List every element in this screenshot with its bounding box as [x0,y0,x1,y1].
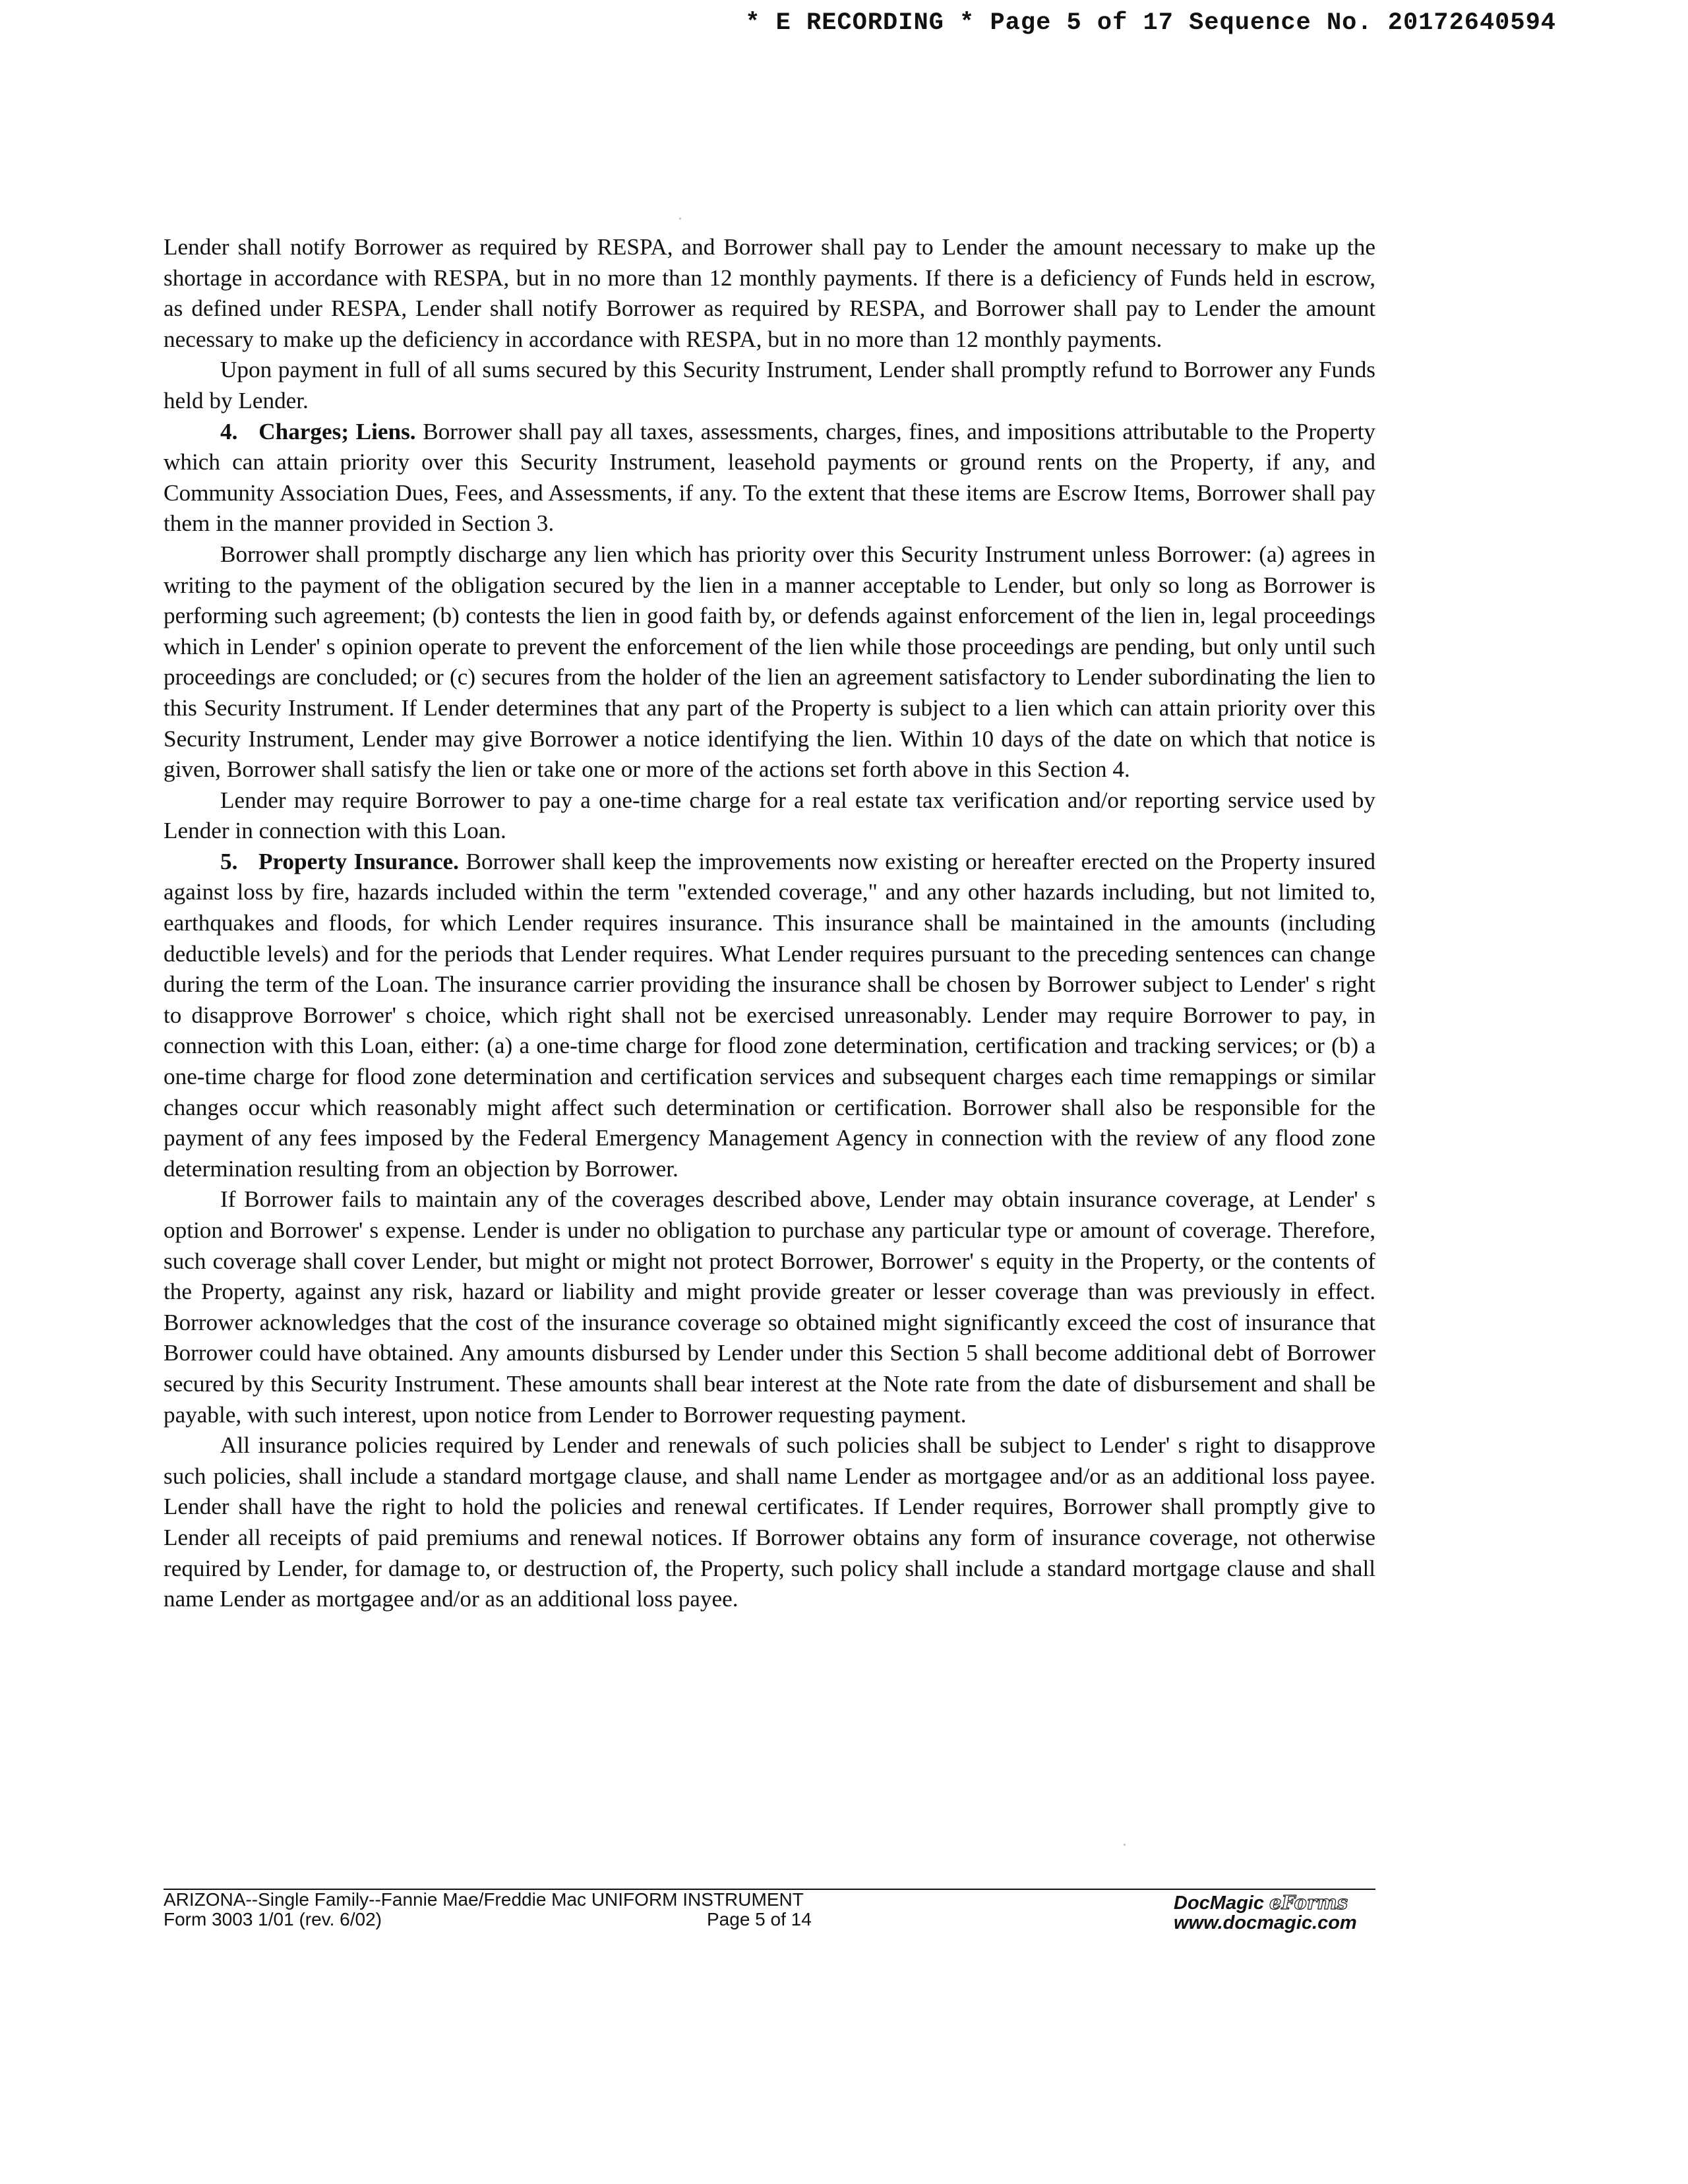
brand-url: www.docmagic.com [1174,1912,1357,1933]
document-body [164,232,1375,1615]
paragraph: Upon payment in full of all sums secured by this Security Instrument, Lender shall promptly refund to Borrower any Funds held by Lender. [164,357,1375,413]
section-5-paragraph: 5. Property Insurance. Borrower shall keep the improvements now existing or hereafter erected on the Property insured against loss by fire, hazards included within the term "extended coverage," and any other hazards including, but not limited to, earthquakes and floods, for which Lender requires insurance. This insurance shall be maintained in the amounts (including deductible levels) and for the periods that Lender requires. What Lender requires pursuant to the preceding sentences can change during the term of the Loan. The insurance carrier providing the insurance shall be chosen by Borrower subject to Lender' s right to disapprove Borrower' s choice, which right shall not be exercised unreasonably. Lender may require Borrower to pay, in connection with this Loan, either: (a) a one-time charge for flood zone determination, certification and tracking services; or (b) a one-time charge for flood zone determination and certification services and subsequent charges each time remappings or similar changes occur which reasonably might affect such determination or certification. Borrower shall also be responsible for the payment of any fees imposed by the Federal Emergency Management Agency in connection with the review of any flood zone determination resulting from an objection by Borrower. [164,848,1376,1182]
paragraph: Lender may require Borrower to pay a one-time charge for a real estate tax verification and/or reporting service used by Lender in connection with this Loan. [164,787,1375,844]
section-title: Charges; Liens. [258,418,416,444]
recording-header: * E RECORDING * Page 5 of 17 Sequence No. 20172640594 [745,9,1556,37]
paragraph: Lender shall notify Borrower as required by RESPA, and Borrower shall pay to Lender the amount necessary to make up the shortage in accordance with RESPA, but in no more than 12 monthly payments. If there is a deficiency of Funds held in escrow, as defined under RESPA, Lender shall notify Borrower as required by RESPA, and Borrower shall pay to Lender the amount necessary to make up the deficiency in accordance with RESPA, but in no more than 12 monthly payments. [164,234,1375,352]
section-number: 5. [220,848,238,874]
paragraph: Borrower shall promptly discharge any lien which has priority over this Security Instrument unless Borrower: (a) agrees in writing to the payment of the obligation secured by the lien in a manner acceptable to Lender, but only so long as Borrower is performing such agreement; (b) contests the lien in good faith by, or defends against enforcement of the lien in, legal proceedings which in Lender' s opinion operate to prevent the enforcement of the lien while those proceedings are pending, but only until such proceedings are concluded; or (c) secures from the holder of the lien an agreement satisfactory to Lender subordinating the lien to this Security Instrument. If Lender determines that any part of the Property is subject to a lien which can attain priority over this Security Instrument, Lender may give Borrower a notice identifying the lien. Within 10 days of the date on which that notice is given, Borrower shall satisfy the lien or take one or more of the actions set forth above in this Section 4. [164,541,1375,783]
footer-page-label: Page 5 of 14 [707,1909,812,1929]
form-number: Form 3003 1/01 (rev. 6/02) [164,1909,382,1929]
scan-speck [1124,1844,1126,1846]
form-title: ARIZONA--Single Family--Fannie Mae/Freddie Mac UNIFORM INSTRUMENT [164,1889,804,1910]
paragraph: If Borrower fails to maintain any of the coverages described above, Lender may obtain insurance coverage, at Lender' s option and Borrower' s expense. Lender is under no obligation to purchase any particular type or amount of coverage. Therefore, such coverage shall cover Lender, but might or might not protect Borrower, Borrower' s equity in the Property, or the contents of the Property, against any risk, hazard or liability and might provide greater or lesser coverage than was previously in effect. Borrower acknowledges that the cost of the insurance coverage so obtained might significantly exceed the cost of insurance that Borrower could have obtained. Any amounts disbursed by Lender under this Section 5 shall become additional debt of Borrower secured by this Security Instrument. These amounts shall bear interest at the Note rate from the date of disbursement and shall be payable, with such interest, upon notice from Lender to Borrower requesting payment. [164,1186,1375,1428]
section-4-paragraph: 4. Charges; Liens. Borrower shall pay all taxes, assessments, charges, fines, and impositions attributable to the Property which can attain priority over this Security Instrument, leasehold payments or ground rents on the Property, if any, and Community Association Dues, Fees, and Assessments, if any. To the extent that these items are Escrow Items, Borrower shall pay them in the manner provided in Section 3. [164,418,1376,537]
scan-speck [679,218,681,220]
section-title: Property Insurance. [258,848,459,874]
brand-name: DocMagic [1174,1893,1264,1914]
docmagic-logo [1174,1893,1357,1933]
paragraph: All insurance policies required by Lender and renewals of such policies shall be subject to Lender' s right to disapprove such policies, shall include a standard mortgage clause, and shall name Lender as mortgagee and/or as an additional loss payee. Lender shall have the right to hold the policies and renewal certificates. If Lender requires, Borrower shall promptly give to Lender all receipts of paid premiums and renewal notices. If Borrower obtains any form of insurance coverage, not otherwise required by Lender, for damage to, or destruction of, the Property, such policy shall include a standard mortgage clause and shall name Lender as mortgagee and/or as an additional loss payee. [164,1432,1375,1612]
section-number: 4. [220,418,238,444]
brand-forms: eForms [1269,1891,1348,1914]
